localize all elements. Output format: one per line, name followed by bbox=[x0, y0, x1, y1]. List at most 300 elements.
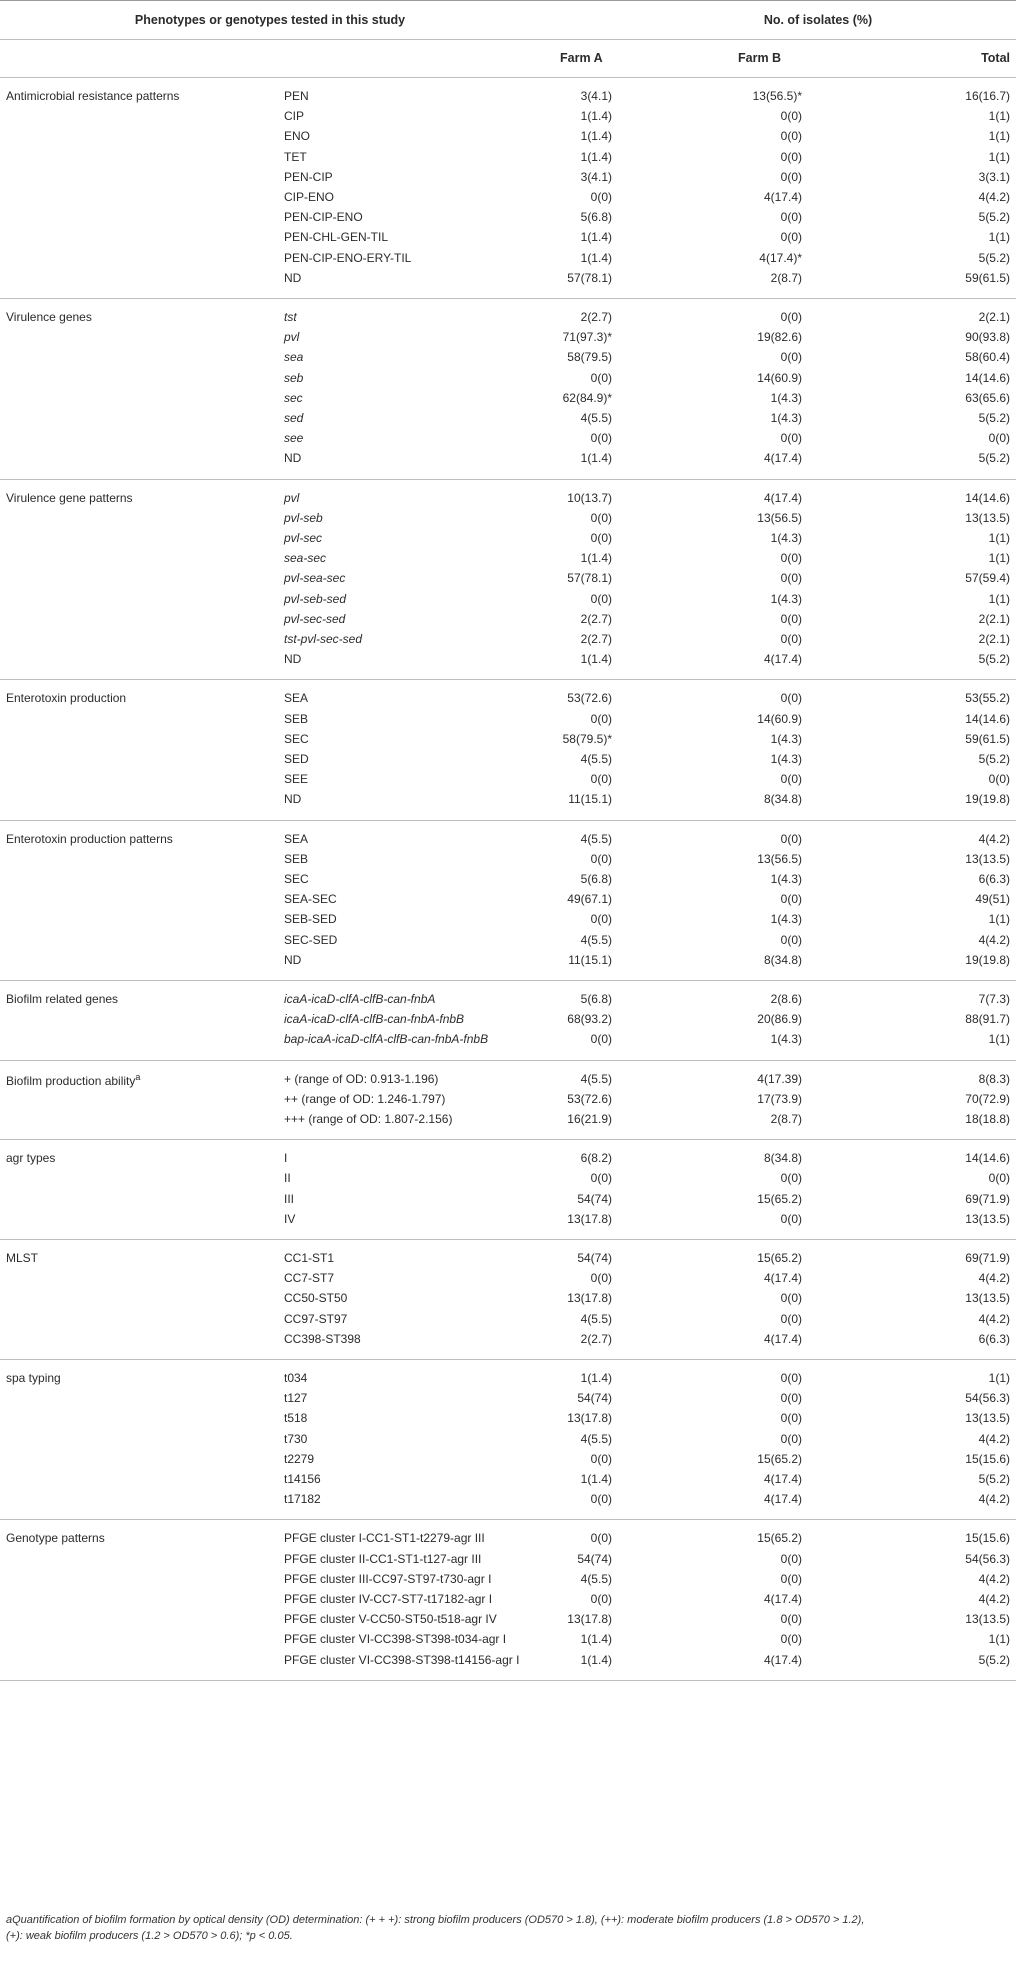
table-row bbox=[0, 488, 1016, 508]
cell-farm-b: 1(4.3) bbox=[770, 591, 802, 606]
cell-farm-a: 13(17.8) bbox=[567, 1211, 612, 1226]
table-row bbox=[0, 1408, 1016, 1428]
cell-farm-a: 62(84.9)* bbox=[562, 390, 612, 405]
row-label: CC398-ST398 bbox=[284, 1331, 361, 1346]
cell-total: 4(4.2) bbox=[978, 1311, 1010, 1326]
table-row bbox=[0, 649, 1016, 669]
row-label: CIP bbox=[284, 109, 305, 124]
cell-farm-b: 4(17.4) bbox=[763, 490, 802, 505]
table-row bbox=[0, 548, 1016, 568]
cell-farm-a: 11(15.1) bbox=[568, 792, 612, 807]
table-row bbox=[0, 1288, 1016, 1308]
row-label: pvl-seb-sed bbox=[284, 591, 347, 606]
table-row bbox=[0, 106, 1016, 126]
cell-farm-a: 1(1.4) bbox=[580, 129, 612, 144]
cell-farm-b: 14(60.9) bbox=[757, 370, 802, 385]
cell-total: 5(5.2) bbox=[978, 1471, 1010, 1486]
row-label: SEC bbox=[284, 871, 309, 886]
row-label: ++ (range of OD: 1.246-1.797) bbox=[284, 1091, 446, 1106]
cell-farm-b: 1(4.3) bbox=[770, 530, 802, 545]
cell-total: 1(1) bbox=[988, 149, 1010, 164]
table-row bbox=[0, 1168, 1016, 1188]
table-section bbox=[0, 1360, 1016, 1520]
cell-farm-b: 17(73.9) bbox=[757, 1091, 802, 1106]
cell-total: 1(1) bbox=[988, 1632, 1010, 1647]
cell-farm-b: 0(0) bbox=[780, 1571, 802, 1586]
cell-farm-a: 58(79.5)* bbox=[562, 731, 612, 746]
cell-farm-a: 0(0) bbox=[590, 1032, 612, 1047]
table-row bbox=[0, 1569, 1016, 1589]
table-row bbox=[0, 227, 1016, 247]
row-label: t127 bbox=[284, 1391, 308, 1406]
cell-farm-a: 1(1.4) bbox=[580, 1471, 612, 1486]
row-label: PEN-CIP-ENO-ERY-TIL bbox=[284, 250, 412, 265]
cell-farm-b: 4(17.4) bbox=[763, 451, 802, 466]
cell-farm-a: 54(74) bbox=[577, 1191, 612, 1206]
cell-farm-b: 0(0) bbox=[780, 210, 802, 225]
table-row bbox=[0, 930, 1016, 950]
row-label: SEA bbox=[284, 831, 309, 846]
row-label: SEC-SED bbox=[284, 932, 338, 947]
cell-farm-a: 53(72.6) bbox=[567, 1091, 612, 1106]
cell-farm-a: 1(1.4) bbox=[580, 451, 612, 466]
footnote-line-2: (+): weak biofilm producers (1.2 > OD570 > 0.6); *p < 0.05. bbox=[6, 1930, 293, 1942]
table-body bbox=[0, 78, 1016, 1681]
table-row bbox=[0, 829, 1016, 849]
cell-farm-a: 13(17.8) bbox=[567, 1612, 612, 1627]
section-title-text: MLST bbox=[6, 1250, 39, 1265]
row-label: bap-icaA-icaD-clfA-clfB-can-fnbA-fnbB bbox=[284, 1032, 489, 1047]
row-label: SEA bbox=[284, 691, 309, 706]
table-row bbox=[0, 1029, 1016, 1049]
table-row bbox=[0, 1469, 1016, 1489]
cell-farm-b: 4(17.4) bbox=[763, 1652, 802, 1667]
column-header-farm-a: Farm A bbox=[560, 51, 603, 65]
cell-farm-b: 0(0) bbox=[780, 691, 802, 706]
row-label: ND bbox=[284, 652, 302, 667]
cell-total: 1(1) bbox=[988, 530, 1010, 545]
row-label: TET bbox=[284, 149, 307, 164]
row-label: CC97-ST97 bbox=[284, 1311, 348, 1326]
cell-total: 54(56.3) bbox=[965, 1391, 1010, 1406]
cell-farm-b: 0(0) bbox=[780, 772, 802, 787]
column-header-total: Total bbox=[981, 51, 1010, 65]
cell-farm-b: 0(0) bbox=[780, 1612, 802, 1627]
table-row bbox=[0, 849, 1016, 869]
cell-total: 8(8.3) bbox=[978, 1071, 1010, 1086]
row-label: t518 bbox=[284, 1411, 308, 1426]
row-label: PFGE cluster VI-CC398-ST398-t14156-agr I bbox=[284, 1652, 520, 1667]
section-title-text: agr types bbox=[6, 1151, 56, 1166]
row-label: CC1-ST1 bbox=[284, 1250, 335, 1265]
cell-farm-a: 3(4.1) bbox=[580, 169, 612, 184]
cell-farm-b: 0(0) bbox=[780, 109, 802, 124]
cell-total: 2(2.1) bbox=[978, 310, 1010, 324]
cell-total: 5(5.2) bbox=[978, 751, 1010, 766]
cell-farm-a: 58(79.5) bbox=[567, 350, 612, 365]
table-row bbox=[0, 1268, 1016, 1288]
cell-total: 1(1) bbox=[988, 912, 1010, 927]
table-row bbox=[0, 769, 1016, 789]
table-row bbox=[0, 909, 1016, 929]
row-label: t17182 bbox=[284, 1492, 321, 1507]
cell-farm-a: 13(17.8) bbox=[567, 1291, 612, 1306]
row-label: sed bbox=[284, 411, 304, 425]
cell-farm-b: 1(4.3) bbox=[770, 731, 802, 746]
table-row bbox=[0, 1528, 1016, 1548]
cell-farm-b: 0(0) bbox=[780, 631, 802, 646]
cell-farm-b: 13(56.5)* bbox=[752, 89, 802, 103]
row-label: SEE bbox=[284, 772, 309, 787]
table-row bbox=[0, 1209, 1016, 1229]
table-row bbox=[0, 688, 1016, 708]
cell-farm-b: 13(56.5) bbox=[757, 851, 802, 866]
cell-total: 5(5.2) bbox=[978, 210, 1010, 225]
row-label: PFGE cluster VI-CC398-ST398-t034-agr I bbox=[284, 1632, 507, 1647]
table-row bbox=[0, 869, 1016, 889]
cell-farm-a: 0(0) bbox=[590, 772, 612, 787]
row-label: seb bbox=[284, 370, 304, 385]
cell-farm-a: 11(15.1) bbox=[568, 952, 612, 967]
cell-total: 19(19.8) bbox=[965, 792, 1010, 807]
table-row bbox=[0, 989, 1016, 1009]
row-label: pvl bbox=[284, 490, 300, 505]
cell-farm-a: 3(4.1) bbox=[580, 89, 612, 103]
cell-farm-a: 54(74) bbox=[577, 1250, 612, 1265]
row-label: pvl bbox=[284, 330, 300, 345]
row-label: PFGE cluster IV-CC7-ST7-t17182-agr I bbox=[284, 1591, 493, 1606]
table-footnote bbox=[6, 1912, 1006, 1944]
cell-farm-a: 1(1.4) bbox=[580, 1652, 612, 1667]
table-row bbox=[0, 1449, 1016, 1469]
row-label: +++ (range of OD: 1.807-2.156) bbox=[284, 1111, 453, 1126]
table-row bbox=[0, 1089, 1016, 1109]
table-section bbox=[0, 299, 1016, 480]
cell-farm-a: 0(0) bbox=[590, 711, 612, 726]
column-header-phenotypes: Phenotypes or genotypes tested in this study bbox=[134, 13, 406, 27]
table-row bbox=[0, 1009, 1016, 1029]
cell-total: 69(71.9) bbox=[965, 1191, 1010, 1206]
footnote-line-1: aQuantification of biofilm formation by optical density (OD) determination: (+ + +): strong biofilm producers (OD570 > 1.8), (++): moderate biofilm producers (1.8 > OD570 > 1.2), bbox=[6, 1914, 865, 1926]
cell-total: 13(13.5) bbox=[965, 510, 1010, 525]
cell-farm-b: 2(8.6) bbox=[770, 991, 802, 1006]
cell-farm-b: 0(0) bbox=[780, 1171, 802, 1186]
cell-total: 90(93.8) bbox=[965, 330, 1010, 345]
cell-farm-a: 4(5.5) bbox=[580, 1311, 612, 1326]
cell-total: 4(4.2) bbox=[978, 1571, 1010, 1586]
table-row bbox=[0, 167, 1016, 187]
cell-total: 58(60.4) bbox=[965, 350, 1010, 365]
table-row bbox=[0, 327, 1016, 347]
table-row bbox=[0, 629, 1016, 649]
row-label: ENO bbox=[284, 129, 311, 144]
table-row bbox=[0, 388, 1016, 408]
cell-total: 1(1) bbox=[988, 109, 1010, 124]
row-label: SEB-SED bbox=[284, 912, 337, 927]
cell-total: 1(1) bbox=[988, 591, 1010, 606]
cell-farm-a: 4(5.5) bbox=[580, 1431, 612, 1446]
cell-total: 6(6.3) bbox=[978, 871, 1010, 886]
row-label: PEN bbox=[284, 89, 309, 103]
table-section bbox=[0, 1061, 1016, 1141]
cell-farm-a: 16(21.9) bbox=[567, 1111, 612, 1126]
cell-total: 14(14.6) bbox=[965, 490, 1010, 505]
cell-total: 13(13.5) bbox=[965, 1612, 1010, 1627]
table-row bbox=[0, 126, 1016, 146]
cell-total: 0(0) bbox=[988, 772, 1010, 787]
cell-farm-a: 4(5.5) bbox=[580, 831, 612, 846]
cell-farm-b: 0(0) bbox=[780, 310, 802, 324]
cell-farm-a: 2(2.7) bbox=[580, 1331, 612, 1346]
table-row bbox=[0, 1309, 1016, 1329]
row-label: tst-pvl-sec-sed bbox=[284, 631, 363, 646]
table-row bbox=[0, 1489, 1016, 1509]
cell-farm-b: 4(17.4)* bbox=[759, 250, 802, 265]
table-section bbox=[0, 981, 1016, 1061]
cell-farm-a: 1(1.4) bbox=[580, 250, 612, 265]
table-row bbox=[0, 1109, 1016, 1129]
table-header-row-1 bbox=[0, 0, 1016, 40]
cell-farm-a: 4(5.5) bbox=[580, 932, 612, 947]
cell-farm-b: 1(4.3) bbox=[770, 912, 802, 927]
cell-total: 5(5.2) bbox=[978, 652, 1010, 667]
cell-farm-a: 68(93.2) bbox=[567, 1012, 612, 1027]
row-label: sea-sec bbox=[284, 551, 327, 566]
section-title-text: spa typing bbox=[6, 1370, 61, 1385]
cell-total: 5(5.2) bbox=[978, 250, 1010, 265]
table-header-row-2 bbox=[0, 39, 1016, 78]
cell-farm-a: 0(0) bbox=[590, 370, 612, 385]
cell-total: 53(55.2) bbox=[965, 691, 1010, 706]
row-label: SEC bbox=[284, 731, 309, 746]
cell-farm-b: 8(34.8) bbox=[763, 952, 802, 967]
table-row bbox=[0, 589, 1016, 609]
row-label: SEB bbox=[284, 851, 309, 866]
cell-farm-a: 2(2.7) bbox=[580, 631, 612, 646]
row-label: tst bbox=[284, 310, 297, 324]
cell-farm-b: 1(4.3) bbox=[770, 411, 802, 425]
cell-farm-b: 4(17.4) bbox=[763, 1471, 802, 1486]
cell-total: 1(1) bbox=[988, 551, 1010, 566]
table-row bbox=[0, 1609, 1016, 1629]
row-label: see bbox=[284, 431, 304, 446]
cell-farm-a: 6(8.2) bbox=[580, 1151, 612, 1166]
table-row bbox=[0, 207, 1016, 227]
table-row bbox=[0, 187, 1016, 207]
cell-farm-b: 4(17.39) bbox=[757, 1071, 802, 1086]
section-title-text: Antimicrobial resistance patterns bbox=[6, 89, 180, 103]
table-row bbox=[0, 508, 1016, 528]
column-header-farm-b: Farm B bbox=[738, 51, 782, 65]
cell-farm-b: 0(0) bbox=[780, 1291, 802, 1306]
cell-farm-b: 0(0) bbox=[780, 1411, 802, 1426]
cell-total: 13(13.5) bbox=[965, 851, 1010, 866]
row-label: sec bbox=[284, 390, 303, 405]
cell-total: 4(4.2) bbox=[978, 1431, 1010, 1446]
table-row bbox=[0, 749, 1016, 769]
cell-farm-a: 0(0) bbox=[590, 851, 612, 866]
row-label: pvl-sec bbox=[284, 530, 323, 545]
row-label: SED bbox=[284, 751, 309, 766]
row-label: CC7-ST7 bbox=[284, 1271, 335, 1286]
cell-farm-b: 1(4.3) bbox=[770, 390, 802, 405]
cell-farm-a: 0(0) bbox=[590, 530, 612, 545]
cell-total: 7(7.3) bbox=[978, 991, 1010, 1006]
table-row bbox=[0, 1248, 1016, 1268]
cell-farm-b: 0(0) bbox=[780, 1391, 802, 1406]
cell-farm-b: 15(65.2) bbox=[757, 1451, 802, 1466]
cell-farm-a: 2(2.7) bbox=[580, 611, 612, 626]
table-row bbox=[0, 568, 1016, 588]
table-row bbox=[0, 789, 1016, 809]
row-label: ND bbox=[284, 952, 302, 967]
row-label: icaA-icaD-clfA-clfB-can-fnbA bbox=[284, 991, 436, 1006]
table-row bbox=[0, 1429, 1016, 1449]
footnote-marker: a bbox=[135, 1071, 141, 1082]
cell-farm-b: 4(17.4) bbox=[763, 1591, 802, 1606]
cell-farm-a: 0(0) bbox=[590, 1492, 612, 1507]
cell-farm-b: 0(0) bbox=[780, 129, 802, 144]
cell-farm-b: 0(0) bbox=[780, 831, 802, 846]
cell-total: 4(4.2) bbox=[978, 831, 1010, 846]
table-row bbox=[0, 1629, 1016, 1649]
table-row bbox=[0, 147, 1016, 167]
cell-farm-a: 57(78.1) bbox=[567, 270, 612, 285]
row-label: pvl-sec-sed bbox=[284, 611, 346, 626]
table-row bbox=[0, 448, 1016, 468]
cell-total: 0(0) bbox=[988, 431, 1010, 446]
cell-total: 63(65.6) bbox=[965, 390, 1010, 405]
row-label: PFGE cluster V-CC50-ST50-t518-agr IV bbox=[284, 1612, 497, 1627]
cell-total: 59(61.5) bbox=[965, 731, 1010, 746]
row-label: I bbox=[284, 1151, 288, 1166]
table-row bbox=[0, 950, 1016, 970]
cell-total: 15(15.6) bbox=[965, 1451, 1010, 1466]
cell-farm-a: 53(72.6) bbox=[567, 691, 612, 706]
cell-total: 1(1) bbox=[988, 129, 1010, 144]
cell-total: 13(13.5) bbox=[965, 1291, 1010, 1306]
cell-farm-b: 0(0) bbox=[780, 1370, 802, 1385]
cell-farm-a: 4(5.5) bbox=[580, 751, 612, 766]
cell-farm-a: 1(1.4) bbox=[580, 149, 612, 164]
table-row bbox=[0, 709, 1016, 729]
row-label: + (range of OD: 0.913-1.196) bbox=[284, 1071, 439, 1086]
cell-farm-a: 5(6.8) bbox=[580, 210, 612, 225]
table-row bbox=[0, 1368, 1016, 1388]
cell-farm-a: 1(1.4) bbox=[580, 109, 612, 124]
cell-total: 59(61.5) bbox=[965, 270, 1010, 285]
table-section bbox=[0, 680, 1016, 820]
cell-farm-b: 0(0) bbox=[780, 1211, 802, 1226]
cell-total: 4(4.2) bbox=[978, 1271, 1010, 1286]
cell-farm-a: 0(0) bbox=[590, 912, 612, 927]
cell-total: 2(2.1) bbox=[978, 611, 1010, 626]
cell-farm-b: 4(17.4) bbox=[763, 1331, 802, 1346]
table-row bbox=[0, 1148, 1016, 1168]
cell-farm-a: 1(1.4) bbox=[580, 230, 612, 245]
row-label: PFGE cluster II-CC1-ST1-t127-agr III bbox=[284, 1551, 482, 1566]
cell-farm-b: 0(0) bbox=[780, 169, 802, 184]
cell-farm-a: 0(0) bbox=[590, 1591, 612, 1606]
cell-farm-a: 4(5.5) bbox=[580, 411, 612, 425]
cell-total: 18(18.8) bbox=[965, 1111, 1010, 1126]
table-row bbox=[0, 408, 1016, 428]
table-row bbox=[0, 307, 1016, 327]
cell-farm-a: 0(0) bbox=[590, 591, 612, 606]
cell-farm-b: 14(60.9) bbox=[757, 711, 802, 726]
cell-farm-a: 4(5.5) bbox=[580, 1571, 612, 1586]
table-row bbox=[0, 889, 1016, 909]
cell-farm-b: 15(65.2) bbox=[757, 1250, 802, 1265]
cell-total: 2(2.1) bbox=[978, 631, 1010, 646]
cell-total: 19(19.8) bbox=[965, 952, 1010, 967]
cell-total: 4(4.2) bbox=[978, 190, 1010, 204]
row-label: ND bbox=[284, 792, 302, 807]
cell-total: 13(13.5) bbox=[965, 1211, 1010, 1226]
row-label: t2279 bbox=[284, 1451, 315, 1466]
cell-farm-b: 2(8.7) bbox=[770, 270, 802, 285]
cell-total: 13(13.5) bbox=[965, 1411, 1010, 1426]
cell-total: 49(51) bbox=[975, 892, 1010, 907]
row-label: IV bbox=[284, 1211, 296, 1226]
table-section bbox=[0, 1140, 1016, 1240]
cell-total: 57(59.4) bbox=[965, 571, 1010, 586]
cell-farm-b: 0(0) bbox=[780, 149, 802, 164]
cell-total: 54(56.3) bbox=[965, 1551, 1010, 1566]
cell-farm-b: 4(17.4) bbox=[763, 1492, 802, 1507]
table-row bbox=[0, 1069, 1016, 1089]
cell-total: 1(1) bbox=[988, 230, 1010, 245]
cell-farm-a: 0(0) bbox=[590, 1531, 612, 1546]
cell-farm-b: 4(17.4) bbox=[763, 1271, 802, 1286]
cell-total: 16(16.7) bbox=[965, 89, 1010, 103]
section-title-text: Genotype patterns bbox=[6, 1531, 105, 1546]
row-label: PEN-CIP-ENO bbox=[284, 210, 363, 225]
row-label: ND bbox=[284, 270, 302, 285]
cell-total: 0(0) bbox=[988, 1171, 1010, 1186]
table-row bbox=[0, 368, 1016, 388]
cell-farm-a: 0(0) bbox=[590, 190, 612, 204]
row-label: CIP-ENO bbox=[284, 190, 335, 204]
row-label: t034 bbox=[284, 1370, 308, 1385]
cell-total: 5(5.2) bbox=[978, 1652, 1010, 1667]
table-row bbox=[0, 248, 1016, 268]
cell-farm-a: 2(2.7) bbox=[580, 310, 612, 324]
cell-farm-b: 15(65.2) bbox=[757, 1191, 802, 1206]
table-row bbox=[0, 1189, 1016, 1209]
cell-farm-b: 1(4.3) bbox=[770, 871, 802, 886]
section-title-text: Enterotoxin production patterns bbox=[6, 831, 173, 846]
cell-farm-b: 19(82.6) bbox=[757, 330, 802, 345]
row-label: pvl-seb bbox=[284, 510, 323, 525]
cell-farm-b: 0(0) bbox=[780, 1551, 802, 1566]
cell-farm-b: 0(0) bbox=[780, 431, 802, 446]
cell-farm-b: 0(0) bbox=[780, 932, 802, 947]
cell-farm-a: 1(1.4) bbox=[580, 652, 612, 667]
cell-farm-a: 4(5.5) bbox=[580, 1071, 612, 1086]
cell-farm-b: 0(0) bbox=[780, 1632, 802, 1647]
cell-farm-b: 20(86.9) bbox=[757, 1012, 802, 1027]
row-label: CC50-ST50 bbox=[284, 1291, 348, 1306]
cell-farm-b: 0(0) bbox=[780, 230, 802, 245]
cell-total: 15(15.6) bbox=[965, 1531, 1010, 1546]
cell-farm-a: 0(0) bbox=[590, 1171, 612, 1186]
cell-farm-b: 8(34.8) bbox=[763, 1151, 802, 1166]
table-row bbox=[0, 729, 1016, 749]
row-label: sea bbox=[284, 350, 304, 365]
cell-farm-a: 54(74) bbox=[577, 1551, 612, 1566]
cell-farm-b: 0(0) bbox=[780, 350, 802, 365]
